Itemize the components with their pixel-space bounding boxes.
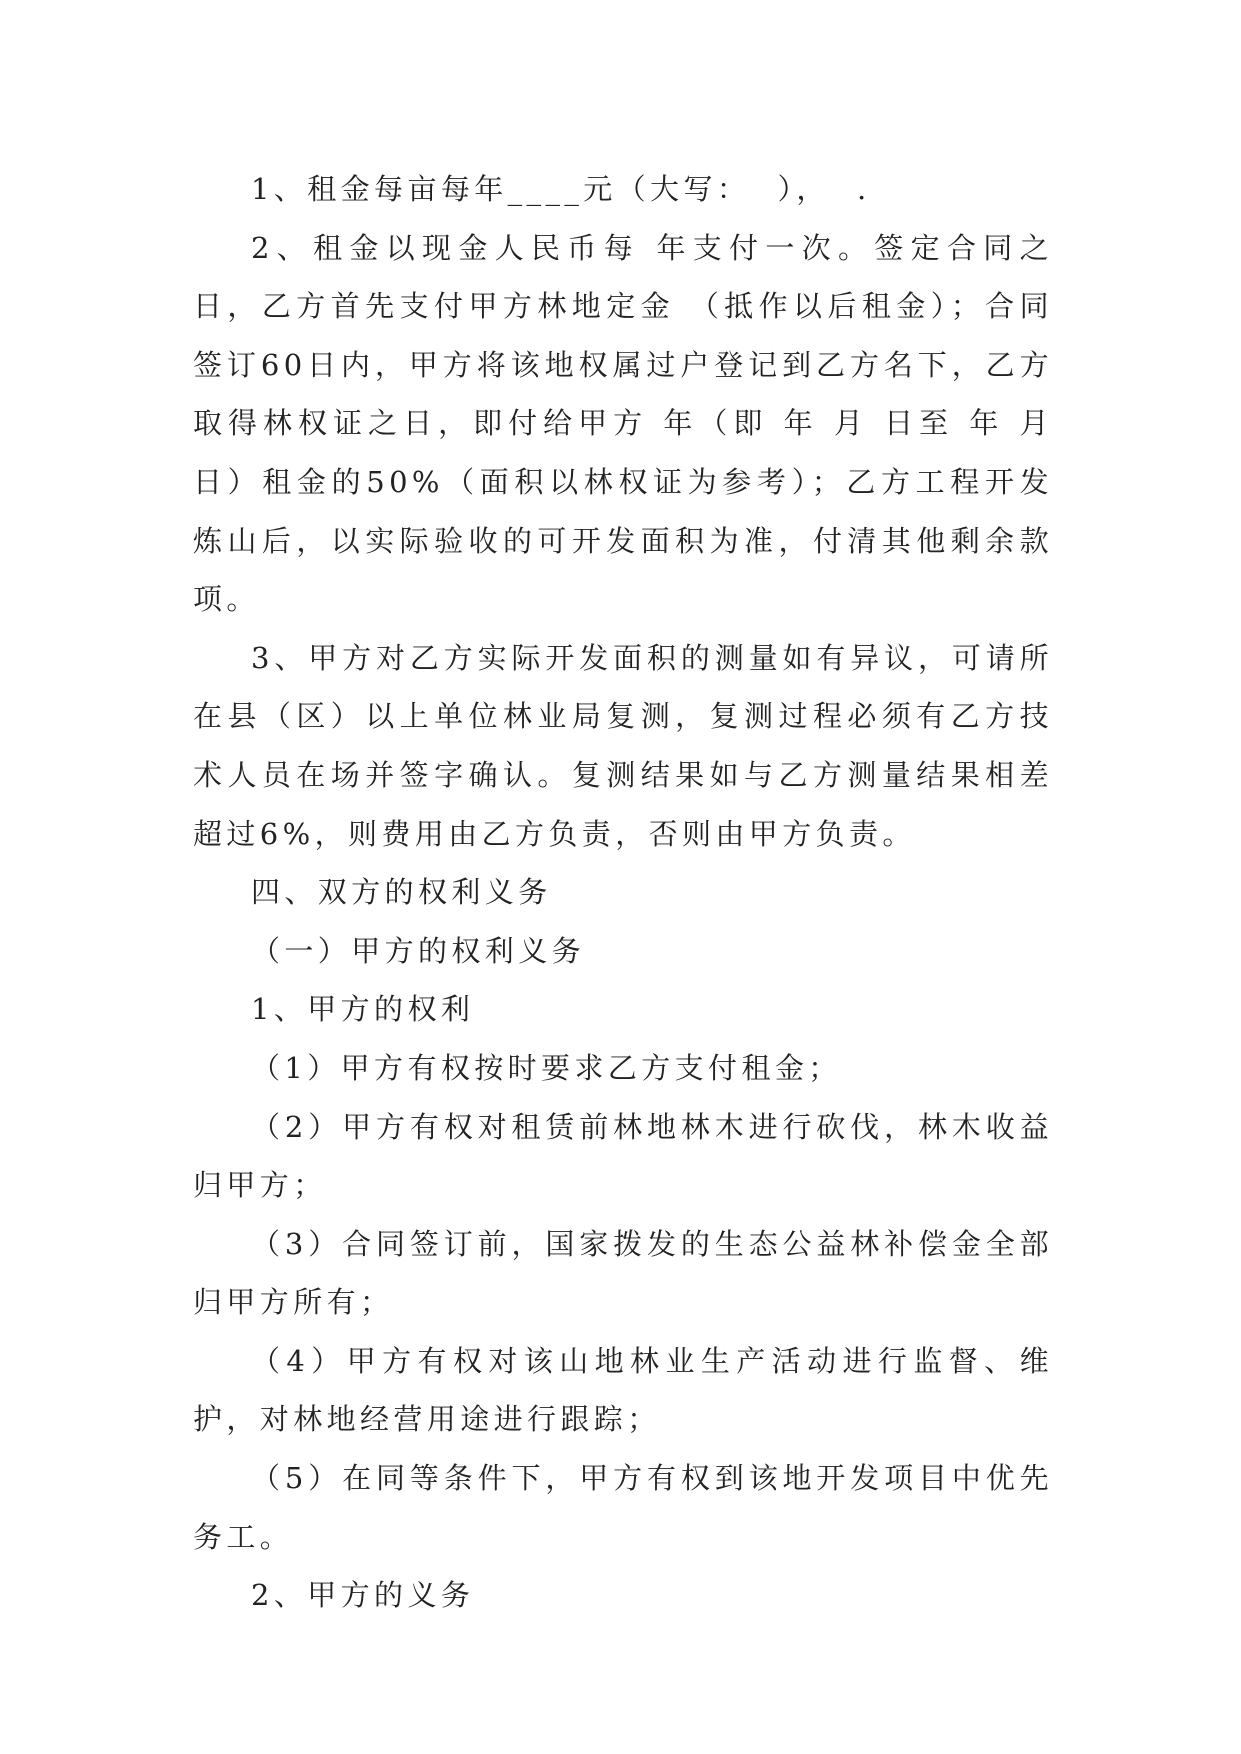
- item-heading-party-a-obligations: 2、甲方的义务: [251, 1578, 475, 1613]
- right-item-5: （5）在同等条件下，甲方有权到该地开发项目中优先务工。: [193, 1461, 1053, 1554]
- rent-payment-paragraph: 2、租金以现金人民币每 年支付一次。签定合同之日，乙方首先支付甲方林地定金 （抵作以后租金）；合同签订60日内，甲方将该地权属过户登记到乙方名下，乙方取得林权证之日，即付给甲方 年（即 年 月 日至 年 月 日）租金的50%（面积以林权证为参考）；乙方工程开发炼山后，以实际验收的可开发面积为准，付清其他剩余款项。: [193, 230, 1067, 617]
- right-item-2: （2）甲方有权对租赁前林地林木进行砍伐，林木收益归甲方；: [193, 1109, 1053, 1203]
- section-heading-rights-obligations: 四、双方的权利义务: [251, 875, 552, 910]
- rent-per-mu-paragraph: 1、租金每亩每年____元（大写： ）， .: [251, 172, 871, 206]
- item-heading-party-a-rights: 1、甲方的权利: [251, 992, 475, 1027]
- right-item-4: （4）甲方有权对该山地林业生产活动进行监督、维护，对林地经营用途进行跟踪；: [193, 1343, 1053, 1437]
- right-item-1: （1）甲方有权按时要求乙方支付租金；: [251, 1050, 842, 1085]
- right-item-3: （3）合同签订前，国家拨发的生态公益林补偿金全部归甲方所有；: [193, 1226, 1053, 1320]
- area-remeasure-paragraph: 3、甲方对乙方实际开发面积的测量如有异议，可请所在县（区）以上单位林业局复测，复测过程必须有乙方技术人员在场并签字确认。复测结果如与乙方测量结果相差超过6%，则费用由乙方负责，否则由甲方负责。: [193, 640, 1053, 851]
- subsection-heading-party-a: （一）甲方的权利义务: [251, 933, 586, 968]
- document-body: [193, 160, 1067, 1625]
